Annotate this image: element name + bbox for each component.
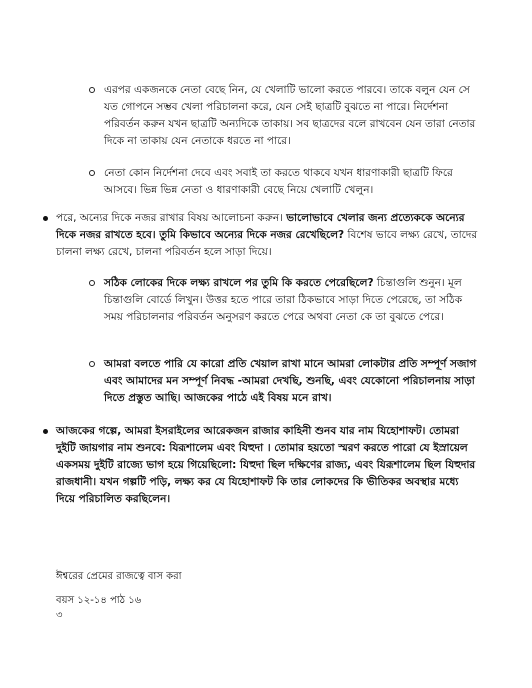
sub-item-text: এরপর একজনকে নেতা বেছে নিন, যে খেলাটি ভালো করতে পারবে। তাকে বলুন যেন সে যত গোপনে সম্ভব খেলা পরিচালনা করে, যেন সেই ছাত্রটি বুঝতে না পারে। নির্দেশনা পরিবর্তন করুন যখন ছাত্রটি অন্যদিকে তাকায়। সব ছাত্রদের বলে রাখবেন যেন তারা নেতার দিকে না তাকায় যেন নেতাকে ধরতে না পারে। [104, 84, 476, 147]
text-normal: পরে, অন্যের দিকে নজর রাখার বিষয় আলোচনা করুন। [56, 212, 287, 224]
main-item-story-intro [56, 423, 480, 508]
circle-bullet-icon [89, 361, 95, 367]
sub-item-paying-attention [104, 356, 480, 407]
sub-item-leader-instructions [104, 165, 480, 199]
main-item-text [56, 210, 480, 261]
sub-item-right-person [104, 275, 480, 326]
circle-bullet-icon [89, 170, 95, 176]
main-item-text: আজকের গল্পে, আমরা ইসরাইলের আরেকজন রাজার কাহিনী শুনব যার নাম যিহোশাফট। তোমরা দুইটি জায়গার নাম শুনবে: যিরূশালেম এবং যিহুদা । তোমার হয়তো স্মরণ করতে পারো যে ইস্রায়েল একসময় দুইটি রাজ্যে ভাগ হয়ে গিয়েছিলো: যিহুদা ছিল দক্ষিণের রাজ্য, এবং যিরূশালেম ছিল যিহুদার রাজধানী। যখন গল্পটি পড়ি, লক্ষ্য কর যে যিহোশাফট কি তার লোকদের কি ভীতিকর অবস্থার মধ্যে দিয়ে পরিচালিত করছিলেন। [56, 425, 476, 505]
circle-bullet-icon [89, 280, 95, 286]
sub-item-text: আমরা বলতে পারি যে কারো প্রতি খেয়াল রাখা মানে আমরা লোকটার প্রতি সম্পূর্ণ সজাগ এবং আমাদের মন সম্পূর্ণ নিবদ্ধ -আমরা দেখছি, শুনছি, এবং যেকোনো পরিচালনায় সাড়া দিতে প্রস্তুত আছি। আজকের পাঠে এই বিষয় মনে রাখ। [104, 358, 477, 404]
sub-item-choose-leader [104, 82, 480, 150]
text-normal: চিন্তাগুলি শুনুন। মূল চিন্তাগুলি বোর্ডে লিখুন। উত্তর হতে পারে তারা ঠিকভাবে সাড়া দিতে পেরেছে, তা সঠিক সময় পরিচালনার পরিবর্তন অনুসরণ করতে পেরে অথবা নেতা কে তা বুঝতে পেরে। [104, 277, 463, 323]
circle-bullet-icon [89, 87, 95, 93]
footer-lesson: বয়স ১২-১৪ পাঠ ১৬ [56, 595, 142, 606]
text-bold: ভালোভাবে খেলার জন্য প্রত্যেককে অন্যের দিকে নজর রাখতে হবে। তুমি কিভাবে অন্যের দিকে নজর রেখেছিলে? [56, 212, 465, 241]
main-item-discussion [56, 210, 480, 261]
text-normal: বিশেষ ভাবে লক্ষ্য রেখে, তাদের চালনা লক্ষ্য রেখে, চালনা পরিবর্তন হলে সাড়া দিয়ে। [56, 229, 478, 258]
footer-title: ঈশ্বরের প্রেমের রাজত্বে বাস করা [56, 571, 182, 582]
bullet-icon [43, 429, 48, 434]
sub-item-text [104, 275, 480, 326]
footer-page-number: ৩ [56, 610, 63, 621]
bullet-icon [43, 216, 48, 221]
sub-item-text: নেতা কোন নির্দেশনা দেবে এবং সবাই তা করতে থাকবে যখন ধারণাকারী ছাত্রটি ফিরে আসবে। ভিন্ন ভিন্ন নেতা ও ধারণাকারী বেছে নিয়ে খেলাটি খেলুন। [104, 167, 453, 196]
text-bold: সঠিক লোকের দিকে লক্ষ্য রাখলে পর তুমি কি করতে পেরেছিলে? [104, 277, 374, 289]
